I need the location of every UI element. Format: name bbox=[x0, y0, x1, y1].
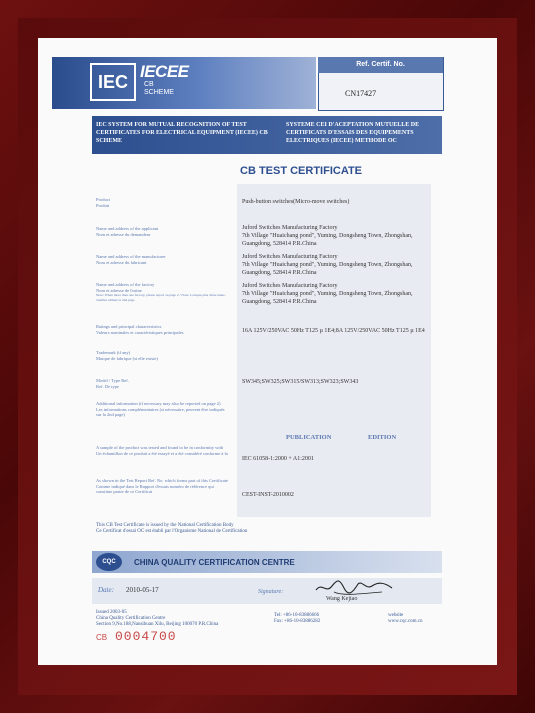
conformity-label-en: A sample of the product was tested and found to be in conformity with bbox=[96, 445, 224, 450]
applicant-address: 7th Village "Huaichang pond", Yuming, Dongsheng Town, Zhongshan, Guangdong, 528414 P.R.China bbox=[242, 233, 413, 247]
ratings-label-en: Ratings and principal characteristics bbox=[96, 324, 162, 329]
publication-value: IEC 61058-1:2000 + A1:2001 bbox=[242, 456, 314, 462]
model-label bbox=[96, 378, 231, 389]
manufacturer-label-fr: Nom et adresse du fabricant bbox=[96, 259, 147, 265]
issued-statement-fr: Ce Certificat d'essai OC est établi par l'Organisme National de Certification bbox=[96, 529, 248, 534]
footer-contact bbox=[274, 613, 320, 625]
factory-value bbox=[242, 282, 430, 306]
banner-english: IEC SYSTEM FOR MUTUAL RECOGNITION OF TEST CERTIFICATES FOR ELECTRICAL EQUIPMENT (IECEE) CB SCHEME bbox=[96, 122, 268, 144]
signer-name: Wang Kejiao bbox=[326, 596, 358, 602]
footer-issuer bbox=[96, 610, 218, 628]
additional-info-label bbox=[96, 401, 231, 418]
model-label-fr: Ref. De type bbox=[96, 383, 119, 389]
applicant-label bbox=[96, 226, 231, 237]
manufacturer-label bbox=[96, 254, 231, 265]
conformity-label bbox=[96, 445, 231, 456]
footer-tel: Tel: +86-10-83886666 bbox=[274, 613, 320, 618]
cqc-logo: CQC bbox=[96, 553, 122, 571]
model-value: SW345;SW325;SW315/SW313;SW323;SW343 bbox=[242, 379, 359, 385]
additional-label-fr: Les informations complémentaires (si nécessaire, peuvent être indiqués sur la 2nd page) bbox=[96, 406, 225, 417]
trademark-label bbox=[96, 350, 231, 361]
iec-logo: IEC bbox=[90, 63, 136, 101]
additional-label-en: Additional information (if necessary may also be reported on page 2) bbox=[96, 401, 221, 406]
date-label: Date: bbox=[98, 586, 114, 594]
footer-fax: Fax: +86-10-83886282 bbox=[274, 619, 321, 624]
banner-french: SYSTEME CEI D'ACEPTATION MUTUELLE DE CERTIFICATS D'ESSAIS DES EQUIPEMENTS ELECTRIQUES (IECEE) METHODE OC bbox=[286, 122, 420, 144]
model-label-en: Model / Type Ref. bbox=[96, 378, 129, 383]
factory-address: 7th Village "Huaichang pond", Yuming, Dongsheng Town, Zhongshan, Guangdong, 528414 P.R.China bbox=[242, 291, 413, 305]
reference-number: CN17427 bbox=[345, 89, 377, 98]
cb-scheme-logo bbox=[144, 81, 174, 97]
report-label bbox=[96, 478, 231, 495]
certification-body-name: CHINA QUALITY CERTIFICATION CENTRE bbox=[134, 558, 295, 567]
iecee-logo: IECEE bbox=[140, 62, 189, 81]
manufacturer-address: 7th Village "Huaichang pond", Yuming, Dongsheng Town, Zhongshan, Guangdong, 528414 P.R.China bbox=[242, 262, 413, 276]
ratings-value: 16A 125V/250VAC 50Hz T125 µ 1E4;8A 125V/250VAC 50Hz T125 µ 1E4 bbox=[242, 328, 425, 334]
signature-label: Signature: bbox=[258, 589, 284, 595]
ratings-label-fr: Valeurs nominales et caractéristiques principales bbox=[96, 329, 184, 335]
factory-note: Note: When more than one factory, please report on page 2 / Note: Lorsque plus d'une usine, veuillez utiliser la 2nd page bbox=[96, 293, 226, 302]
footer-address: Section 9,No.188,Nansihuan Xilu, Beijing 100070 P.R.China bbox=[96, 622, 219, 627]
factory-label bbox=[96, 282, 231, 302]
factory-name: Juford Switches Manufacturing Factory bbox=[242, 283, 338, 289]
issued-statement bbox=[96, 523, 247, 535]
manufacturer-label-en: Name and address of the manufacturer bbox=[96, 254, 166, 259]
conformity-label-fr: Un échantillon de ce produit a été essayé et a été considéré conforme à la bbox=[96, 450, 228, 456]
manufacturer-value bbox=[242, 253, 430, 277]
report-label-fr: Comme indiqué dans le Rapport d'essais numéro de référence qui constitue partie de ce Certificat bbox=[96, 483, 214, 494]
trademark-label-en: Trademark (if any) bbox=[96, 350, 131, 355]
applicant-label-en: Name and address of the applicant bbox=[96, 226, 159, 231]
report-label-en: As shown in the Test Report Ref. No. which forms part of this Certificate bbox=[96, 478, 228, 483]
cb-logo-line-2: SCHEME bbox=[144, 89, 174, 96]
product-label bbox=[96, 197, 231, 208]
product-value: Push-button switches(Micro-move switches) bbox=[242, 199, 350, 205]
product-label-fr: Produit bbox=[96, 202, 110, 208]
date-value: 2010-05-17 bbox=[126, 586, 159, 594]
footer-website-url: www.cqc.com.cn bbox=[388, 619, 423, 624]
reference-label: Ref. Certif. No. bbox=[318, 57, 443, 73]
serial-number: 0004700 bbox=[115, 629, 177, 644]
footer-website bbox=[388, 613, 423, 625]
serial-prefix: CB bbox=[96, 633, 108, 642]
certificate-title: CB TEST CERTIFICATE bbox=[240, 165, 363, 177]
publication-header: PUBLICATION bbox=[286, 434, 332, 441]
footer-org: China Quality Certification Centre bbox=[96, 616, 166, 621]
ratings-label bbox=[96, 324, 231, 335]
factory-label-en: Name and address of the factory bbox=[96, 282, 155, 287]
applicant-name: Juford Switches Manufacturing Factory bbox=[242, 225, 338, 231]
product-label-en: Product bbox=[96, 197, 110, 202]
factory-label-fr: Nom et adresse de l'usine bbox=[96, 287, 142, 293]
cb-logo-line-1: CB bbox=[144, 81, 154, 88]
applicant-value bbox=[242, 224, 430, 248]
edition-header: EDITION bbox=[368, 434, 397, 441]
footer-website-label: website bbox=[388, 613, 404, 618]
trademark-label-fr: Marque de fabrique (si elle existe) bbox=[96, 355, 158, 361]
manufacturer-name: Juford Switches Manufacturing Factory bbox=[242, 254, 338, 260]
handwritten-signature bbox=[312, 576, 398, 598]
footer-issued: Issued 2003-05 bbox=[96, 610, 127, 615]
applicant-label-fr: Nom et adresse du demandeur bbox=[96, 231, 151, 237]
issued-statement-en: This CB Test Certificate is issued by the National Certification Body bbox=[96, 523, 234, 528]
scheme-banner bbox=[92, 116, 442, 154]
report-value: CEST-INST-2010002 bbox=[242, 492, 294, 498]
